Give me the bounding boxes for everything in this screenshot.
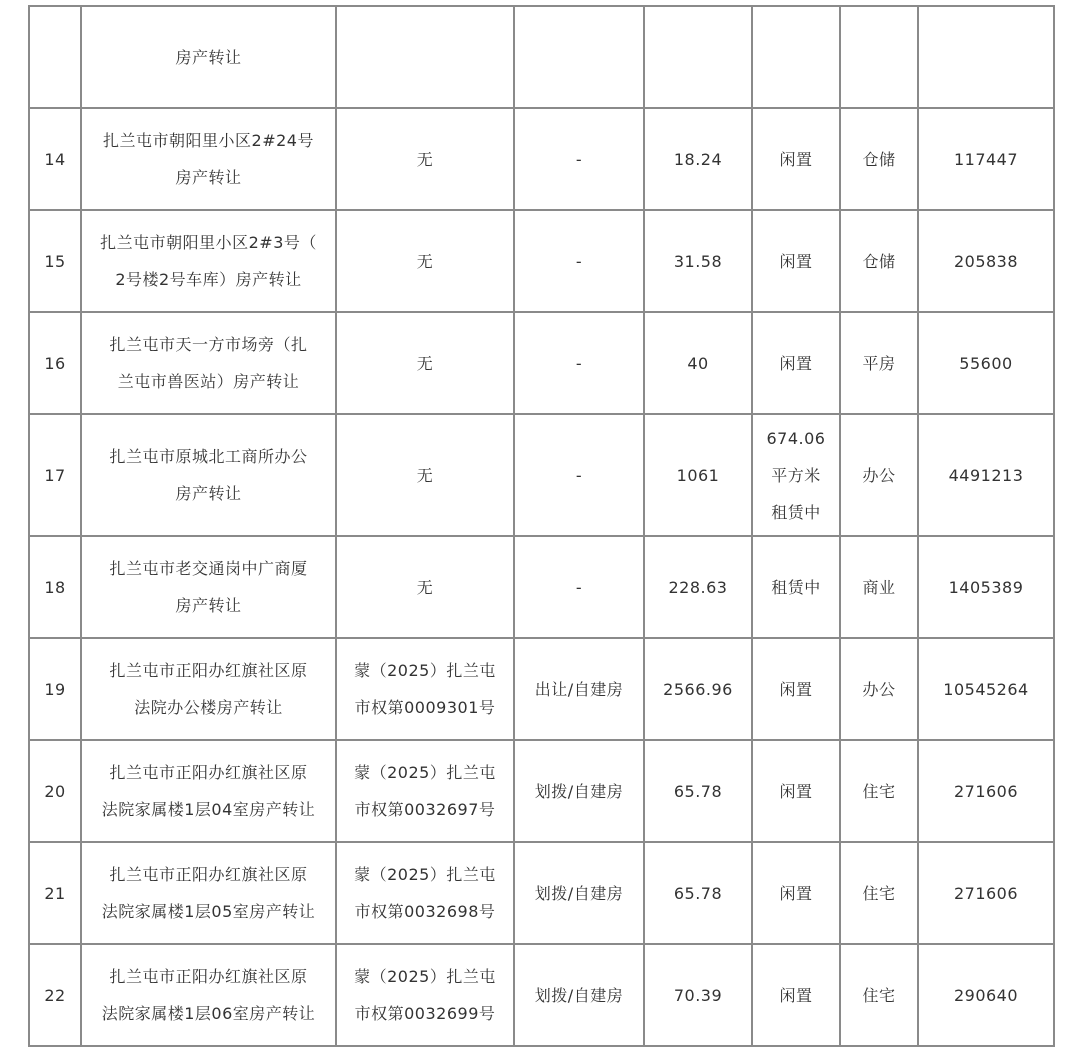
usage-status-cell [752,638,840,740]
certificate-cell [336,944,514,1046]
certificate-cell [336,536,514,638]
row-number-cell [29,312,81,414]
land-nature-cell-text: - [575,149,583,169]
land-nature-cell-text: - [575,353,583,373]
row-number-cell-text: 14 [44,149,66,169]
project-name-cell [81,6,336,108]
purpose-cell-text: 商业 [862,577,896,597]
usage-status-cell-text: 闲置 [779,149,813,169]
purpose-cell-text: 平房 [862,353,896,373]
usage-status-cell [752,414,840,536]
project-name-cell-text: 扎兰屯市正阳办红旗社区原 法院家属楼1层06室房产转让 [101,967,316,1023]
table-row [29,210,1054,312]
row-number-cell [29,108,81,210]
area-cell-text: 65.78 [673,883,723,903]
purpose-cell [840,638,918,740]
land-nature-cell [514,312,644,414]
certificate-cell [336,740,514,842]
land-nature-cell-text: 出让/自建房 [534,679,624,699]
purpose-cell [840,312,918,414]
project-name-cell [81,842,336,944]
certificate-cell [336,842,514,944]
row-number-cell [29,414,81,536]
certificate-cell-text: 无 [416,251,434,271]
table-row [29,6,1054,108]
purpose-cell-text: 住宅 [862,781,896,801]
row-number-cell [29,740,81,842]
price-cell-text: 271606 [953,781,1019,801]
row-number-cell [29,536,81,638]
purpose-cell [840,740,918,842]
land-nature-cell-text: - [575,577,583,597]
price-cell-text: 117447 [953,149,1019,169]
certificate-cell [336,210,514,312]
purpose-cell [840,536,918,638]
row-number-cell-text: 20 [44,781,66,801]
area-cell [644,210,752,312]
project-name-cell-text: 扎兰屯市朝阳里小区2#24号 房产转让 [103,131,314,187]
project-name-cell [81,108,336,210]
area-cell [644,312,752,414]
price-cell [918,944,1054,1046]
certificate-cell-text: 无 [416,149,434,169]
project-name-cell [81,740,336,842]
row-number-cell [29,944,81,1046]
table-row [29,638,1054,740]
usage-status-cell [752,210,840,312]
purpose-cell-text: 办公 [862,679,896,699]
land-nature-cell-text: - [575,251,583,271]
land-nature-cell [514,842,644,944]
certificate-cell [336,638,514,740]
property-transfer-table [28,5,1055,1047]
price-cell-text: 1405389 [948,577,1024,597]
certificate-cell-text: 蒙（2025）扎兰屯 市权第0032699号 [354,967,496,1023]
project-name-cell-text: 扎兰屯市正阳办红旗社区原 法院家属楼1层05室房产转让 [101,865,316,921]
project-name-cell-text: 扎兰屯市天一方市场旁（扎 兰屯市兽医站）房产转让 [109,335,308,391]
land-nature-cell-text: 划拨/自建房 [534,985,624,1005]
usage-status-cell-text: 闲置 [779,985,813,1005]
table-row [29,842,1054,944]
project-name-cell-text: 扎兰屯市原城北工商所办公 房产转让 [109,447,308,503]
usage-status-cell [752,312,840,414]
land-nature-cell [514,210,644,312]
row-number-cell [29,842,81,944]
land-nature-cell-text: 划拨/自建房 [534,883,624,903]
table-row [29,944,1054,1046]
usage-status-cell-text: 674.06 平方米 租赁中 [766,428,826,522]
land-nature-cell [514,536,644,638]
usage-status-cell [752,536,840,638]
certificate-cell-text: 蒙（2025）扎兰屯 市权第0009301号 [354,661,496,717]
project-name-cell-text: 扎兰屯市朝阳里小区2#3号（ 2号楼2号车库）房产转让 [100,233,317,289]
row-number-cell [29,210,81,312]
area-cell-text: 65.78 [673,781,723,801]
row-number-cell-text: 18 [44,577,66,597]
purpose-cell-text: 办公 [862,465,896,485]
price-cell [918,414,1054,536]
table-row [29,312,1054,414]
purpose-cell-text: 仓储 [862,149,896,169]
area-cell-text: 18.24 [673,149,723,169]
usage-status-cell [752,108,840,210]
area-cell-text: 31.58 [673,251,723,271]
row-number-cell-text: 17 [44,465,66,485]
project-name-cell-text: 扎兰屯市正阳办红旗社区原 法院家属楼1层04室房产转让 [101,763,316,819]
purpose-cell [840,6,918,108]
area-cell-text: 228.63 [668,577,728,597]
purpose-cell [840,944,918,1046]
usage-status-cell-text: 闲置 [779,679,813,699]
purpose-cell [840,210,918,312]
usage-status-cell [752,6,840,108]
price-cell-text: 55600 [959,353,1013,373]
project-name-cell [81,210,336,312]
land-nature-cell [514,108,644,210]
usage-status-cell-text: 闲置 [779,353,813,373]
project-name-cell [81,312,336,414]
purpose-cell-text: 住宅 [862,985,896,1005]
project-name-cell-text: 房产转让 [175,47,242,67]
usage-status-cell [752,740,840,842]
project-name-cell-text: 扎兰屯市老交通岗中广商厦 房产转让 [109,559,308,615]
purpose-cell-text: 住宅 [862,883,896,903]
area-cell-text: 70.39 [673,985,723,1005]
row-number-cell-text: 15 [44,251,66,271]
row-number-cell-text: 16 [44,353,66,373]
table-row [29,740,1054,842]
usage-status-cell-text: 闲置 [779,251,813,271]
row-number-cell-text: 22 [44,985,66,1005]
area-cell [644,638,752,740]
area-cell-text: 1061 [676,465,720,485]
price-cell [918,536,1054,638]
project-name-cell [81,414,336,536]
usage-status-cell-text: 闲置 [779,781,813,801]
area-cell [644,6,752,108]
area-cell [644,944,752,1046]
row-number-cell [29,638,81,740]
price-cell [918,108,1054,210]
price-cell [918,842,1054,944]
price-cell-text: 271606 [953,883,1019,903]
land-nature-cell [514,414,644,536]
area-cell-text: 40 [687,353,709,373]
row-number-cell-text: 21 [44,883,66,903]
certificate-cell [336,312,514,414]
project-name-cell [81,638,336,740]
land-nature-cell-text: - [575,465,583,485]
price-cell-text: 10545264 [943,679,1029,699]
price-cell-text: 4491213 [948,465,1024,485]
table-row [29,108,1054,210]
area-cell [644,414,752,536]
area-cell-text: 2566.96 [663,679,733,699]
land-nature-cell [514,638,644,740]
table-row [29,536,1054,638]
project-name-cell [81,536,336,638]
usage-status-cell [752,842,840,944]
area-cell [644,842,752,944]
price-cell-text: 290640 [953,985,1019,1005]
certificate-cell-text: 无 [416,465,434,485]
usage-status-cell [752,944,840,1046]
usage-status-cell-text: 闲置 [779,883,813,903]
purpose-cell [840,842,918,944]
area-cell [644,536,752,638]
certificate-cell [336,6,514,108]
certificate-cell-text: 无 [416,353,434,373]
price-cell [918,638,1054,740]
area-cell [644,740,752,842]
price-cell-text: 205838 [953,251,1019,271]
price-cell [918,312,1054,414]
project-name-cell [81,944,336,1046]
project-name-cell-text: 扎兰屯市正阳办红旗社区原 法院办公楼房产转让 [109,661,308,717]
land-nature-cell [514,6,644,108]
row-number-cell-text: 19 [44,679,66,699]
land-nature-cell [514,740,644,842]
certificate-cell [336,108,514,210]
purpose-cell [840,414,918,536]
certificate-cell-text: 蒙（2025）扎兰屯 市权第0032698号 [354,865,496,921]
certificate-cell [336,414,514,536]
row-number-cell [29,6,81,108]
purpose-cell [840,108,918,210]
price-cell [918,210,1054,312]
certificate-cell-text: 蒙（2025）扎兰屯 市权第0032697号 [354,763,496,819]
table-row [29,414,1054,536]
price-cell [918,740,1054,842]
area-cell [644,108,752,210]
certificate-cell-text: 无 [416,577,434,597]
purpose-cell-text: 仓储 [862,251,896,271]
price-cell [918,6,1054,108]
land-nature-cell [514,944,644,1046]
land-nature-cell-text: 划拨/自建房 [534,781,624,801]
usage-status-cell-text: 租赁中 [771,577,821,597]
